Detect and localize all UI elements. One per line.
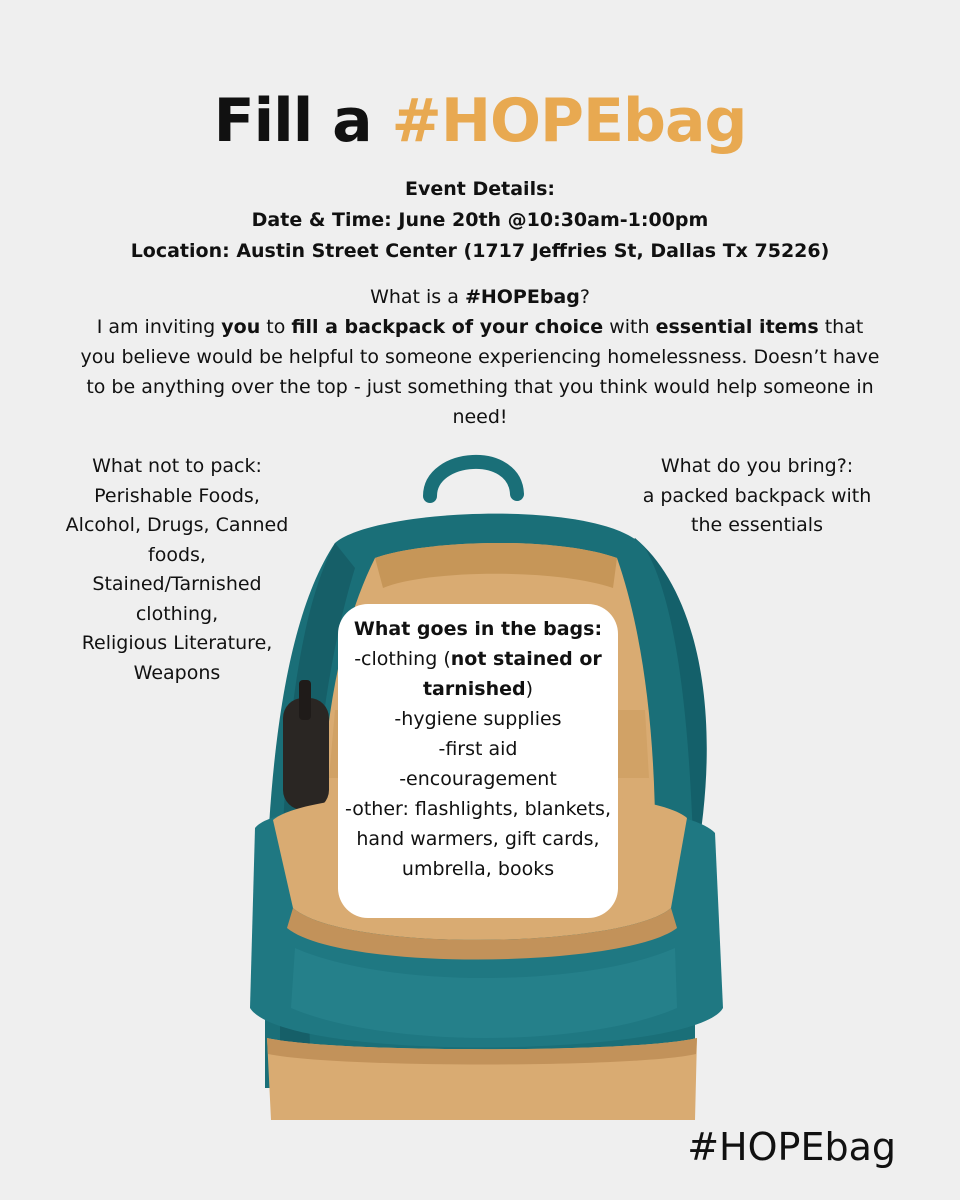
question-suffix: ? [579, 286, 590, 308]
goes-in-item: -other: flashlights, blankets, hand warmers, gift cards, umbrella, books [345, 798, 611, 880]
goes-in-heading-text: What goes in the bags: [353, 618, 603, 640]
goes-in-item: -encouragement [399, 768, 557, 790]
not-to-pack-item: foods, [148, 543, 206, 566]
goes-in-item: -first aid [438, 738, 518, 760]
clothing-post: ) [525, 678, 534, 700]
event-heading: Event Details: [405, 178, 555, 200]
desc-bold-3: essential items [655, 316, 819, 338]
not-to-pack-item: Stained/Tarnished [92, 573, 262, 595]
clothing-pre: -clothing ( [354, 648, 451, 670]
desc-bold-1: you [221, 316, 261, 338]
what-is-description [80, 312, 880, 432]
bring-text: a packed backpack with [642, 484, 872, 507]
desc-part-3: with [603, 316, 656, 338]
question-prefix: What is a [370, 286, 465, 308]
bring-text: the essentials [691, 514, 823, 536]
event-datetime: Date & Time: June 20th @10:30am-1:00pm [251, 209, 709, 231]
event-location: Location: Austin Street Center (1717 Jeffries St, Dallas Tx 75226) [130, 240, 830, 262]
event-details [0, 174, 960, 267]
desc-part-4: that you believe would be helpful to someone experiencing homelessness. Doesn’t have to be anything over the top - just something that you think would help someone in need! [80, 316, 880, 428]
goes-in-heading [338, 614, 618, 644]
title-prefix: Fill a [213, 86, 372, 156]
not-to-pack-item: Religious Literature, [81, 632, 273, 654]
goes-in-clothing [338, 644, 618, 704]
title-hashtag: #HOPEbag [391, 86, 747, 156]
footer-hashtag: #HOPEbag [687, 1125, 896, 1169]
not-to-pack-item: Perishable Foods, [94, 484, 260, 507]
goes-in-item: -hygiene supplies [394, 708, 562, 730]
what-goes-in-card [338, 604, 618, 918]
not-to-pack-heading: What not to pack: [92, 455, 262, 477]
page-title [0, 82, 960, 160]
bring-heading: What do you bring?: [660, 455, 854, 477]
question-hashtag: #HOPEbag [464, 286, 580, 308]
desc-part-2: to [260, 316, 292, 338]
not-to-pack-item: Alcohol, Drugs, Canned [65, 514, 289, 536]
not-to-pack-item: clothing, [135, 602, 219, 625]
desc-part-1: I am inviting [96, 316, 222, 338]
desc-bold-2: fill a backpack of your choice [291, 316, 604, 338]
clothing-bold: not stained or tarnished [422, 648, 602, 700]
what-is-section [80, 282, 880, 432]
what-is-question [80, 282, 880, 312]
not-to-pack-item: Weapons [133, 661, 221, 684]
